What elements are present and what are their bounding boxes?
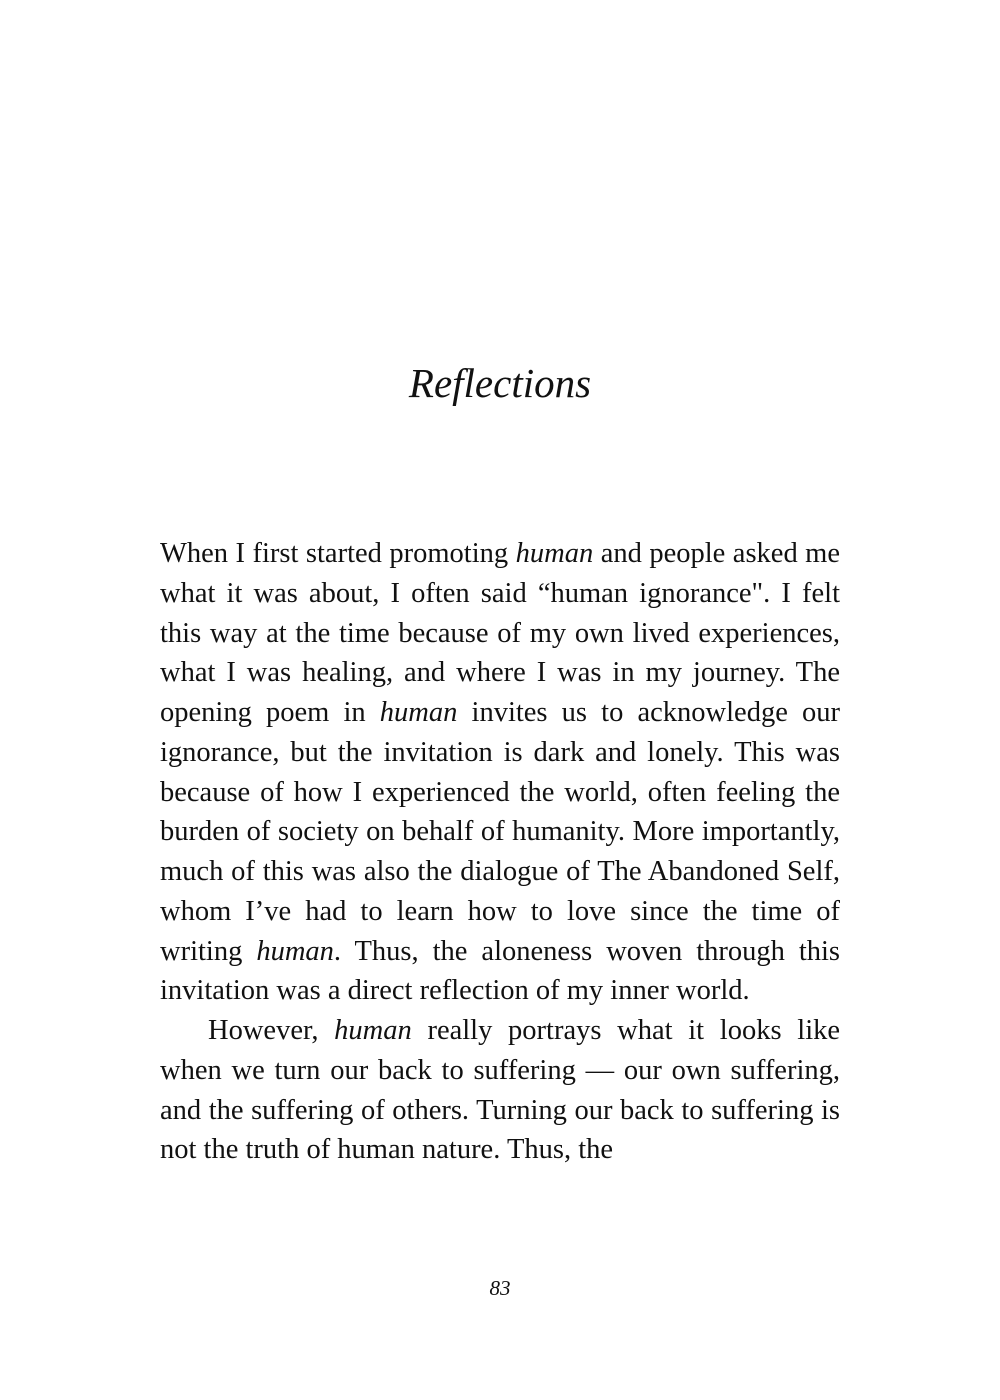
body-text bbox=[160, 534, 840, 1170]
page-number: 83 bbox=[489, 1276, 511, 1300]
text-segment: really portrays what it looks like when we turn our back to suffering — our own suffering, and the suffering of others. Turning our back to suffering is not the truth of human nature. Thus, the bbox=[160, 1015, 841, 1166]
paragraph-1 bbox=[160, 534, 840, 1011]
text-segment: When I first started promoting bbox=[160, 538, 516, 569]
book-title-italic: human bbox=[379, 697, 458, 728]
text-segment: . Thus, the aloneness woven through this invitation was a direct reflection of my inner world. bbox=[160, 935, 841, 1007]
paragraph-2 bbox=[160, 1011, 840, 1170]
text-segment: invites us to acknowledge our ignorance, but the invitation is dark and lonely. This was because of how I experienced the world, often feeling the burden of society on behalf of humanity. More importantly, much of this was also the dialogue of The Abandoned Self, whom I’ve had to learn how to love since the time of writing bbox=[160, 697, 840, 967]
book-title-italic: human bbox=[334, 1015, 412, 1046]
chapter-title: Reflections bbox=[408, 360, 592, 406]
book-title-italic: human bbox=[515, 538, 594, 569]
book-title-italic: human bbox=[256, 935, 334, 967]
text-segment: However, bbox=[208, 1015, 335, 1046]
text-segment: and people asked me what it was about, I often said “human ignorance". I felt this way at the time because of my own lived experiences, what I was healing, and where I was in my journey. The opening poem in bbox=[160, 538, 841, 728]
